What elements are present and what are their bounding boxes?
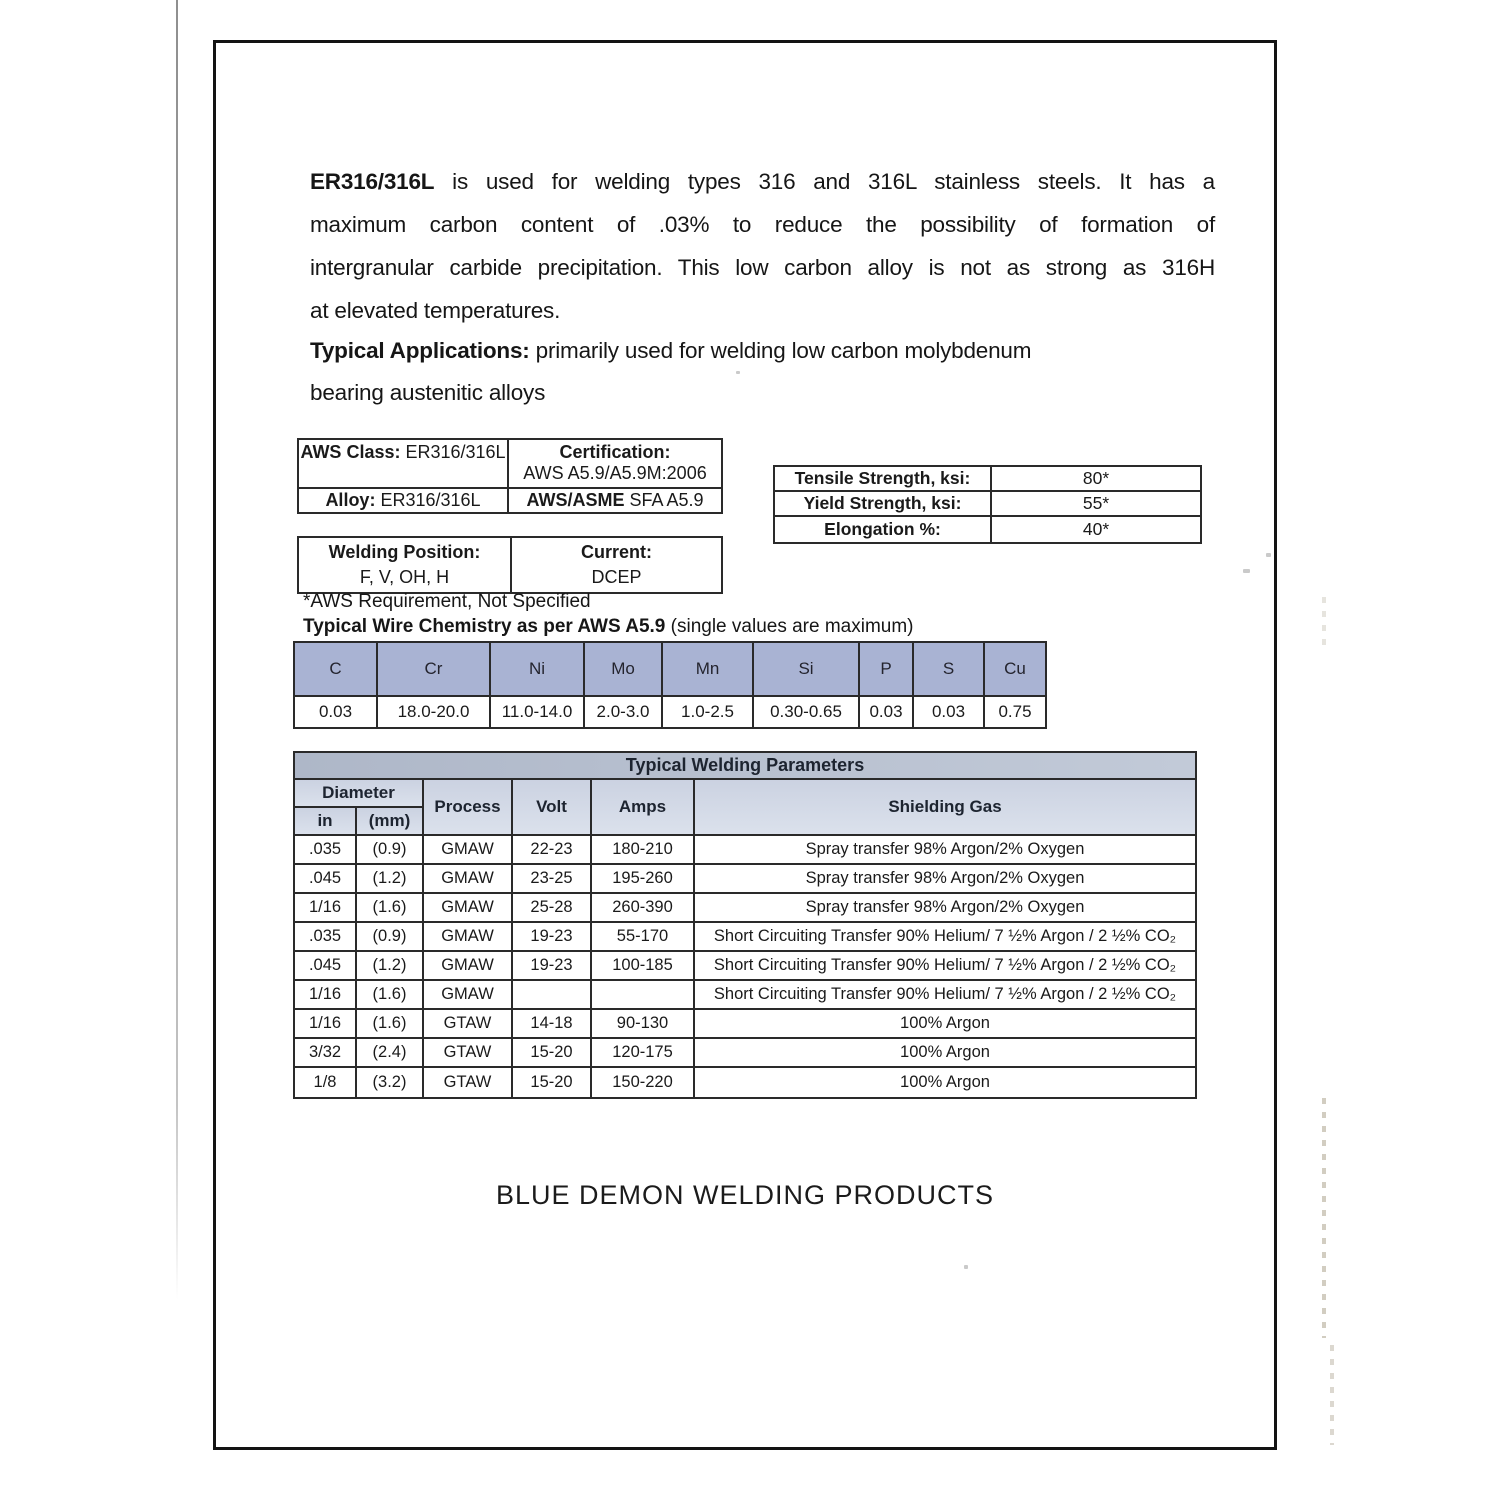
params-cell-process: GMAW [424,923,513,952]
params-cell-volt [513,981,592,1010]
params-cell-gas: Spray transfer 98% Argon/2% Oxygen [695,836,1195,865]
aws-class-cell [299,440,509,489]
params-cell-process: GTAW [424,1068,513,1097]
chem-value-cr: 18.0-20.0 [378,697,491,727]
chem-header-ni: Ni [491,643,585,697]
aws-footnote: *AWS Requirement, Not Specified [303,591,591,612]
params-cell-volt: 15-20 [513,1039,592,1068]
params-cell-amps: 55-170 [592,923,695,952]
scan-artifact-strip [1322,1098,1326,1338]
params-header-volt: Volt [513,780,592,836]
wire-chemistry-table [293,641,1047,729]
params-cell-in: 3/32 [295,1039,357,1068]
elongation-label-cell [775,517,992,542]
params-cell-gas: Short Circuiting Transfer 90% Helium/ 7 ½% Argon / 2 ½% CO₂ [695,981,1195,1010]
params-cell-amps: 100-185 [592,952,695,981]
welding-position-value: F, V, OH, H [359,567,450,587]
spec-table [297,438,723,514]
params-cell-process: GMAW [424,952,513,981]
product-name: ER316/316L [310,169,435,194]
params-cell-in: .045 [295,952,357,981]
params-cell-volt: 19-23 [513,923,592,952]
welding-parameters-table [293,751,1197,1099]
params-cell-in: 1/16 [295,894,357,923]
params-cell-process: GMAW [424,894,513,923]
params-cell-amps: 180-210 [592,836,695,865]
params-cell-mm: (0.9) [357,923,424,952]
params-cell-mm: (1.2) [357,865,424,894]
certification-value: AWS A5.9/A5.9M:2006 [523,463,707,483]
params-title: Typical Welding Parameters [295,753,1195,780]
params-cell-amps: 120-175 [592,1039,695,1068]
params-cell-gas: 100% Argon [695,1010,1195,1039]
current-cell [512,538,721,592]
params-cell-amps [592,981,695,1010]
params-cell-process: GMAW [424,981,513,1010]
params-cell-amps: 150-220 [592,1068,695,1097]
current-value: DCEP [591,567,642,587]
params-cell-volt: 19-23 [513,952,592,981]
tensile-label: Tensile Strength, ksi: [794,468,971,488]
params-cell-process: GTAW [424,1010,513,1039]
alloy-cell [299,489,509,512]
chem-header-c: C [295,643,378,697]
typical-applications-label: Typical Applications: [310,338,530,363]
yield-value-cell: 55* [992,492,1200,517]
params-cell-mm: (2.4) [357,1039,424,1068]
intro-line-4: at elevated temperatures. [310,298,561,323]
intro-line-1-text: is used for welding types 316 and 316L stainless steels. It has a [434,169,1215,194]
params-header-shielding: Shielding Gas [695,780,1195,836]
params-cell-gas: Short Circuiting Transfer 90% Helium/ 7 ½% Argon / 2 ½% CO₂ [695,923,1195,952]
chemistry-caption [303,616,914,638]
params-cell-gas: Spray transfer 98% Argon/2% Oxygen [695,894,1195,923]
chem-header-mo: Mo [585,643,663,697]
intro-line-3: intergranular carbide precipitation. This low carbon alloy is not as strong as 316H [310,255,1215,280]
aws-class-text [300,442,505,463]
chem-header-mn: Mn [663,643,754,697]
current-label: Current: [581,542,652,562]
welding-position-cell [299,538,512,592]
params-cell-gas: Short Circuiting Transfer 90% Helium/ 7 ½% Argon / 2 ½% CO₂ [695,952,1195,981]
intro-paragraph [310,160,1215,332]
params-cell-in: .035 [295,923,357,952]
mechanical-properties-table [773,465,1202,544]
aws-class-label: AWS Class: [300,442,401,462]
certification-cell [509,440,721,489]
params-cell-mm: (3.2) [357,1068,424,1097]
chem-value-s: 0.03 [914,697,985,727]
alloy-text [325,490,480,511]
params-cell-mm: (1.6) [357,1010,424,1039]
chem-value-p: 0.03 [860,697,914,727]
chem-value-mn: 1.0-2.5 [663,697,754,727]
chemistry-caption-normal: (single values are maximum) [665,616,914,637]
alloy-value: ER316/316L [375,490,481,510]
yield-label: Yield Strength, ksi: [803,493,962,513]
aws-asme-text [526,490,703,511]
aws-asme-label: AWS/ASME [526,490,625,510]
params-cell-volt: 14-18 [513,1010,592,1039]
params-cell-volt: 23-25 [513,865,592,894]
intro-line-2: maximum carbon content of .03% to reduce the possibility of formation of [310,212,1215,237]
alloy-label: Alloy: [325,490,376,510]
params-cell-mm: (1.6) [357,981,424,1010]
chemistry-caption-bold: Typical Wire Chemistry as per AWS A5.9 [303,616,666,637]
aws-asme-cell [509,489,721,512]
certification-label: Certification: [559,442,671,462]
params-cell-in: 1/8 [295,1068,357,1097]
elongation-label: Elongation %: [824,519,941,539]
aws-asme-value: SFA A5.9 [624,490,704,510]
params-header-in: in [295,808,357,836]
params-cell-process: GMAW [424,865,513,894]
params-cell-in: .045 [295,865,357,894]
params-cell-mm: (0.9) [357,836,424,865]
intro-line-1 [310,160,1215,203]
chem-header-si: Si [754,643,860,697]
params-cell-in: .035 [295,836,357,865]
params-cell-process: GTAW [424,1039,513,1068]
params-cell-mm: (1.2) [357,952,424,981]
chem-value-mo: 2.0-3.0 [585,697,663,727]
params-cell-volt: 15-20 [513,1068,592,1097]
params-header-mm: (mm) [357,808,424,836]
chem-value-si: 0.30-0.65 [754,697,860,727]
params-header-process: Process [424,780,513,836]
params-cell-amps: 195-260 [592,865,695,894]
params-cell-gas: 100% Argon [695,1039,1195,1068]
footer-title: BLUE DEMON WELDING PRODUCTS [495,1180,995,1210]
chem-header-cu: Cu [985,643,1045,697]
params-header-amps: Amps [592,780,695,836]
params-cell-volt: 25-28 [513,894,592,923]
welding-position-label: Welding Position: [328,542,481,562]
scan-artifact-strip [1322,597,1326,653]
params-cell-in: 1/16 [295,981,357,1010]
chem-value-c: 0.03 [295,697,378,727]
scan-artifact-strip [1330,1345,1334,1445]
params-cell-gas: 100% Argon [900,1073,990,1091]
params-cell-volt: 22-23 [513,836,592,865]
typical-applications-text: primarily used for welding low carbon molybdenum [529,338,1032,363]
aws-class-value: ER316/316L [400,442,506,462]
params-cell-mm: (1.6) [357,894,424,923]
chem-value-cu: 0.75 [998,702,1032,721]
elongation-value-cell: 40* [1082,519,1110,539]
params-header-diameter: Diameter [295,780,424,808]
typical-applications-line-2: bearing austenitic alloys [310,380,546,405]
position-current-table [297,536,723,594]
typical-applications-line-1 [310,330,1215,372]
chem-header-cr: Cr [378,643,491,697]
params-cell-amps: 260-390 [592,894,695,923]
chem-header-p: P [860,643,914,697]
chem-header-s: S [914,643,985,697]
params-cell-gas: Spray transfer 98% Argon/2% Oxygen [695,865,1195,894]
tensile-value-cell: 80* [992,467,1200,492]
scan-artifact-left-line [176,0,178,1300]
yield-label-cell [775,492,992,517]
tensile-label-cell [775,467,992,492]
params-cell-in: 1/16 [295,1010,357,1039]
params-cell-amps: 90-130 [592,1010,695,1039]
params-cell-process: GMAW [424,836,513,865]
chem-value-ni: 11.0-14.0 [491,697,585,727]
typical-applications [310,330,1215,414]
